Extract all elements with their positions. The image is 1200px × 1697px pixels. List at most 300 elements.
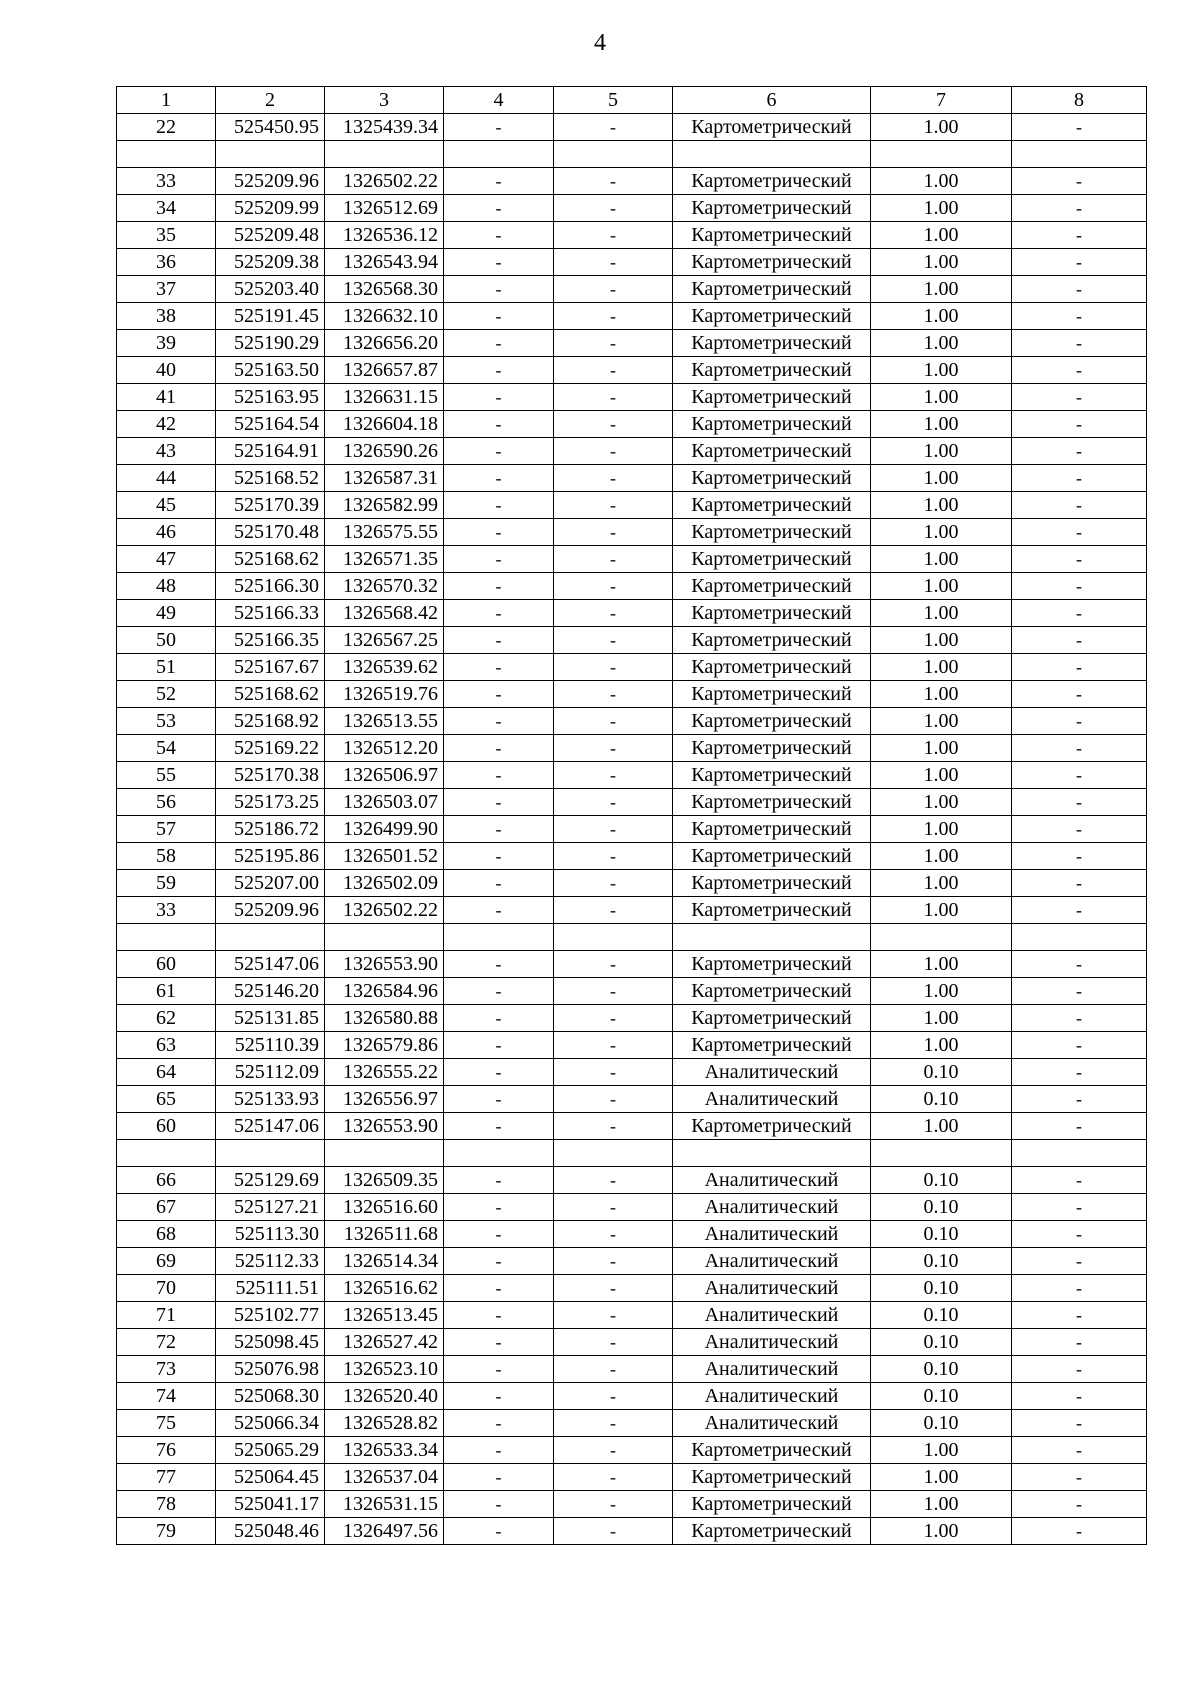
- col-4-cell: -: [444, 627, 554, 654]
- point-number-cell: 64: [117, 1059, 216, 1086]
- accuracy-cell: 1.00: [871, 330, 1012, 357]
- accuracy-cell: 1.00: [871, 303, 1012, 330]
- table-row: [117, 222, 1147, 249]
- col-8-cell: -: [1012, 1113, 1147, 1140]
- point-number-cell: [117, 1140, 216, 1167]
- method-cell: Картометрический: [673, 681, 871, 708]
- accuracy-cell: 1.00: [871, 708, 1012, 735]
- accuracy-cell: 0.10: [871, 1383, 1012, 1410]
- col-8-cell: -: [1012, 114, 1147, 141]
- x-coordinate-cell: 525098.45: [216, 1329, 325, 1356]
- column-header-8: 8: [1012, 87, 1147, 114]
- accuracy-cell: 1.00: [871, 492, 1012, 519]
- x-coordinate-cell: 525146.20: [216, 978, 325, 1005]
- col-4-cell: -: [444, 1275, 554, 1302]
- method-cell: Картометрический: [673, 411, 871, 438]
- x-coordinate-cell: 525166.33: [216, 600, 325, 627]
- col-4-cell: -: [444, 1302, 554, 1329]
- accuracy-cell: 1.00: [871, 1113, 1012, 1140]
- y-coordinate-cell: 1326533.34: [325, 1437, 444, 1464]
- table-separator-row: [117, 924, 1147, 951]
- col-8-cell: -: [1012, 276, 1147, 303]
- method-cell: Картометрический: [673, 762, 871, 789]
- accuracy-cell: 1.00: [871, 816, 1012, 843]
- table-row: [117, 249, 1147, 276]
- y-coordinate-cell: 1326568.30: [325, 276, 444, 303]
- point-number-cell: 39: [117, 330, 216, 357]
- table-row: [117, 276, 1147, 303]
- method-cell: Картометрический: [673, 843, 871, 870]
- method-cell: Картометрический: [673, 735, 871, 762]
- method-cell: Картометрический: [673, 195, 871, 222]
- col-4-cell: -: [444, 1113, 554, 1140]
- point-number-cell: 41: [117, 384, 216, 411]
- point-number-cell: 43: [117, 438, 216, 465]
- x-coordinate-cell: 525191.45: [216, 303, 325, 330]
- col-5-cell: -: [554, 654, 673, 681]
- table-row: [117, 492, 1147, 519]
- method-cell: Картометрический: [673, 168, 871, 195]
- accuracy-cell: 0.10: [871, 1329, 1012, 1356]
- point-number-cell: 53: [117, 708, 216, 735]
- y-coordinate-cell: 1326523.10: [325, 1356, 444, 1383]
- x-coordinate-cell: 525068.30: [216, 1383, 325, 1410]
- accuracy-cell: 1.00: [871, 600, 1012, 627]
- col-4-cell: -: [444, 1086, 554, 1113]
- point-number-cell: 57: [117, 816, 216, 843]
- table-row: [117, 654, 1147, 681]
- col-5-cell: -: [554, 492, 673, 519]
- col-5-cell: -: [554, 276, 673, 303]
- accuracy-cell: 1.00: [871, 1491, 1012, 1518]
- col-4-cell: -: [444, 222, 554, 249]
- col-5-cell: [554, 141, 673, 168]
- x-coordinate-cell: 525170.38: [216, 762, 325, 789]
- point-number-cell: 62: [117, 1005, 216, 1032]
- accuracy-cell: 0.10: [871, 1194, 1012, 1221]
- x-coordinate-cell: 525173.25: [216, 789, 325, 816]
- table-row: [117, 1194, 1147, 1221]
- y-coordinate-cell: 1326580.88: [325, 1005, 444, 1032]
- method-cell: Картометрический: [673, 1005, 871, 1032]
- col-5-cell: -: [554, 600, 673, 627]
- point-number-cell: 51: [117, 654, 216, 681]
- point-number-cell: 38: [117, 303, 216, 330]
- point-number-cell: 40: [117, 357, 216, 384]
- method-cell: Аналитический: [673, 1221, 871, 1248]
- y-coordinate-cell: 1326590.26: [325, 438, 444, 465]
- x-coordinate-cell: 525131.85: [216, 1005, 325, 1032]
- col-8-cell: [1012, 141, 1147, 168]
- accuracy-cell: 0.10: [871, 1086, 1012, 1113]
- accuracy-cell: 0.10: [871, 1356, 1012, 1383]
- table-row: [117, 1356, 1147, 1383]
- x-coordinate-cell: 525209.99: [216, 195, 325, 222]
- y-coordinate-cell: 1326528.82: [325, 1410, 444, 1437]
- point-number-cell: 68: [117, 1221, 216, 1248]
- table-row: [117, 330, 1147, 357]
- accuracy-cell: 1.00: [871, 1518, 1012, 1545]
- table-row: [117, 1410, 1147, 1437]
- method-cell: Картометрический: [673, 897, 871, 924]
- x-coordinate-cell: 525147.06: [216, 1113, 325, 1140]
- accuracy-cell: 1.00: [871, 357, 1012, 384]
- y-coordinate-cell: 1326509.35: [325, 1167, 444, 1194]
- point-number-cell: 42: [117, 411, 216, 438]
- method-cell: Картометрический: [673, 1491, 871, 1518]
- method-cell: Картометрический: [673, 1464, 871, 1491]
- col-4-cell: -: [444, 897, 554, 924]
- table-row: [117, 168, 1147, 195]
- accuracy-cell: 0.10: [871, 1302, 1012, 1329]
- col-4-cell: -: [444, 1437, 554, 1464]
- point-number-cell: 73: [117, 1356, 216, 1383]
- col-4-cell: -: [444, 600, 554, 627]
- col-4-cell: -: [444, 276, 554, 303]
- x-coordinate-cell: [216, 1140, 325, 1167]
- col-5-cell: -: [554, 843, 673, 870]
- col-8-cell: -: [1012, 1167, 1147, 1194]
- col-8-cell: -: [1012, 1518, 1147, 1545]
- col-5-cell: -: [554, 1410, 673, 1437]
- col-8-cell: -: [1012, 1410, 1147, 1437]
- method-cell: Картометрический: [673, 1032, 871, 1059]
- point-number-cell: 61: [117, 978, 216, 1005]
- col-5-cell: -: [554, 546, 673, 573]
- point-number-cell: 60: [117, 951, 216, 978]
- col-4-cell: -: [444, 762, 554, 789]
- accuracy-cell: 1.00: [871, 1005, 1012, 1032]
- y-coordinate-cell: 1326506.97: [325, 762, 444, 789]
- col-8-cell: -: [1012, 627, 1147, 654]
- method-cell: Аналитический: [673, 1194, 871, 1221]
- col-8-cell: -: [1012, 1005, 1147, 1032]
- col-5-cell: -: [554, 627, 673, 654]
- y-coordinate-cell: 1326570.32: [325, 573, 444, 600]
- col-5-cell: -: [554, 1113, 673, 1140]
- point-number-cell: 34: [117, 195, 216, 222]
- point-number-cell: 50: [117, 627, 216, 654]
- col-5-cell: -: [554, 1221, 673, 1248]
- accuracy-cell: 1.00: [871, 897, 1012, 924]
- method-cell: Картометрический: [673, 357, 871, 384]
- col-4-cell: -: [444, 789, 554, 816]
- col-8-cell: -: [1012, 1329, 1147, 1356]
- col-4-cell: -: [444, 573, 554, 600]
- col-4-cell: -: [444, 519, 554, 546]
- point-number-cell: 56: [117, 789, 216, 816]
- col-8-cell: -: [1012, 762, 1147, 789]
- y-coordinate-cell: 1326531.15: [325, 1491, 444, 1518]
- x-coordinate-cell: 525207.00: [216, 870, 325, 897]
- col-8-cell: -: [1012, 492, 1147, 519]
- point-number-cell: 59: [117, 870, 216, 897]
- accuracy-cell: 1.00: [871, 1464, 1012, 1491]
- col-4-cell: -: [444, 654, 554, 681]
- y-coordinate-cell: 1325439.34: [325, 114, 444, 141]
- method-cell: Картометрический: [673, 114, 871, 141]
- col-5-cell: [554, 924, 673, 951]
- col-4-cell: -: [444, 546, 554, 573]
- col-4-cell: -: [444, 1329, 554, 1356]
- x-coordinate-cell: 525209.48: [216, 222, 325, 249]
- col-8-cell: -: [1012, 1086, 1147, 1113]
- x-coordinate-cell: 525041.17: [216, 1491, 325, 1518]
- accuracy-cell: 1.00: [871, 870, 1012, 897]
- table-row: [117, 1113, 1147, 1140]
- accuracy-cell: 1.00: [871, 654, 1012, 681]
- x-coordinate-cell: 525112.33: [216, 1248, 325, 1275]
- column-header-7: 7: [871, 87, 1012, 114]
- point-number-cell: 54: [117, 735, 216, 762]
- table-row: [117, 1059, 1147, 1086]
- accuracy-cell: 1.00: [871, 465, 1012, 492]
- y-coordinate-cell: 1326502.22: [325, 897, 444, 924]
- table-row: [117, 1167, 1147, 1194]
- accuracy-cell: 1.00: [871, 978, 1012, 1005]
- x-coordinate-cell: 525113.30: [216, 1221, 325, 1248]
- method-cell: Картометрический: [673, 978, 871, 1005]
- col-5-cell: -: [554, 168, 673, 195]
- point-number-cell: 72: [117, 1329, 216, 1356]
- col-8-cell: -: [1012, 870, 1147, 897]
- y-coordinate-cell: 1326556.97: [325, 1086, 444, 1113]
- method-cell: Картометрический: [673, 222, 871, 249]
- accuracy-cell: 0.10: [871, 1167, 1012, 1194]
- col-5-cell: -: [554, 1059, 673, 1086]
- column-header-5: 5: [554, 87, 673, 114]
- col-8-cell: -: [1012, 1383, 1147, 1410]
- col-4-cell: -: [444, 870, 554, 897]
- accuracy-cell: 0.10: [871, 1410, 1012, 1437]
- col-8-cell: -: [1012, 168, 1147, 195]
- x-coordinate-cell: 525190.29: [216, 330, 325, 357]
- col-5-cell: -: [554, 816, 673, 843]
- column-header-4: 4: [444, 87, 554, 114]
- accuracy-cell: 1.00: [871, 249, 1012, 276]
- y-coordinate-cell: 1326502.09: [325, 870, 444, 897]
- col-8-cell: -: [1012, 816, 1147, 843]
- y-coordinate-cell: 1326511.68: [325, 1221, 444, 1248]
- column-header-6: 6: [673, 87, 871, 114]
- col-8-cell: -: [1012, 708, 1147, 735]
- x-coordinate-cell: 525076.98: [216, 1356, 325, 1383]
- col-4-cell: -: [444, 384, 554, 411]
- col-4-cell: -: [444, 1167, 554, 1194]
- y-coordinate-cell: 1326587.31: [325, 465, 444, 492]
- y-coordinate-cell: 1326516.62: [325, 1275, 444, 1302]
- table-row: [117, 303, 1147, 330]
- table-row: [117, 1464, 1147, 1491]
- method-cell: Картометрический: [673, 438, 871, 465]
- accuracy-cell: 0.10: [871, 1275, 1012, 1302]
- x-coordinate-cell: 525110.39: [216, 1032, 325, 1059]
- point-number-cell: 63: [117, 1032, 216, 1059]
- col-8-cell: -: [1012, 519, 1147, 546]
- y-coordinate-cell: [325, 1140, 444, 1167]
- method-cell: Картометрический: [673, 546, 871, 573]
- method-cell: Картометрический: [673, 600, 871, 627]
- y-coordinate-cell: 1326631.15: [325, 384, 444, 411]
- col-4-cell: -: [444, 978, 554, 1005]
- table-row: [117, 1248, 1147, 1275]
- method-cell: Аналитический: [673, 1356, 871, 1383]
- point-number-cell: 76: [117, 1437, 216, 1464]
- y-coordinate-cell: 1326579.86: [325, 1032, 444, 1059]
- y-coordinate-cell: 1326568.42: [325, 600, 444, 627]
- col-4-cell: -: [444, 168, 554, 195]
- table-row: [117, 195, 1147, 222]
- x-coordinate-cell: 525048.46: [216, 1518, 325, 1545]
- y-coordinate-cell: 1326513.55: [325, 708, 444, 735]
- col-5-cell: -: [554, 222, 673, 249]
- col-8-cell: -: [1012, 303, 1147, 330]
- method-cell: Аналитический: [673, 1167, 871, 1194]
- table-row: [117, 573, 1147, 600]
- y-coordinate-cell: 1326657.87: [325, 357, 444, 384]
- col-8-cell: -: [1012, 546, 1147, 573]
- accuracy-cell: 1.00: [871, 762, 1012, 789]
- col-8-cell: -: [1012, 897, 1147, 924]
- table-row: [117, 627, 1147, 654]
- col-8-cell: -: [1012, 1437, 1147, 1464]
- method-cell: Картометрический: [673, 276, 871, 303]
- col-8-cell: -: [1012, 330, 1147, 357]
- y-coordinate-cell: 1326516.60: [325, 1194, 444, 1221]
- y-coordinate-cell: 1326512.69: [325, 195, 444, 222]
- col-8-cell: -: [1012, 465, 1147, 492]
- method-cell: Картометрический: [673, 519, 871, 546]
- col-5-cell: -: [554, 951, 673, 978]
- accuracy-cell: 1.00: [871, 843, 1012, 870]
- x-coordinate-cell: 525168.62: [216, 546, 325, 573]
- table-row: [117, 843, 1147, 870]
- x-coordinate-cell: 525168.52: [216, 465, 325, 492]
- point-number-cell: 33: [117, 168, 216, 195]
- col-5-cell: -: [554, 1518, 673, 1545]
- x-coordinate-cell: 525147.06: [216, 951, 325, 978]
- x-coordinate-cell: 525164.91: [216, 438, 325, 465]
- method-cell: Картометрический: [673, 816, 871, 843]
- accuracy-cell: 1.00: [871, 735, 1012, 762]
- accuracy-cell: 1.00: [871, 168, 1012, 195]
- col-8-cell: -: [1012, 573, 1147, 600]
- col-4-cell: -: [444, 951, 554, 978]
- col-8-cell: [1012, 924, 1147, 951]
- point-number-cell: [117, 924, 216, 951]
- col-5-cell: -: [554, 897, 673, 924]
- accuracy-cell: 1.00: [871, 1437, 1012, 1464]
- col-4-cell: -: [444, 303, 554, 330]
- point-number-cell: 46: [117, 519, 216, 546]
- y-coordinate-cell: 1326519.76: [325, 681, 444, 708]
- col-4-cell: -: [444, 411, 554, 438]
- table-row: [117, 411, 1147, 438]
- y-coordinate-cell: 1326503.07: [325, 789, 444, 816]
- col-5-cell: -: [554, 1194, 673, 1221]
- table-row: [117, 708, 1147, 735]
- table-row: [117, 600, 1147, 627]
- col-5-cell: -: [554, 762, 673, 789]
- y-coordinate-cell: [325, 924, 444, 951]
- col-8-cell: -: [1012, 1302, 1147, 1329]
- col-4-cell: -: [444, 816, 554, 843]
- method-cell: Картометрический: [673, 330, 871, 357]
- accuracy-cell: 0.10: [871, 1059, 1012, 1086]
- col-4-cell: -: [444, 681, 554, 708]
- point-number-cell: 79: [117, 1518, 216, 1545]
- method-cell: [673, 924, 871, 951]
- point-number-cell: [117, 141, 216, 168]
- col-5-cell: -: [554, 789, 673, 816]
- col-4-cell: -: [444, 735, 554, 762]
- y-coordinate-cell: 1326656.20: [325, 330, 444, 357]
- col-5-cell: -: [554, 1275, 673, 1302]
- col-8-cell: -: [1012, 1248, 1147, 1275]
- x-coordinate-cell: [216, 924, 325, 951]
- point-number-cell: 77: [117, 1464, 216, 1491]
- table-separator-row: [117, 1140, 1147, 1167]
- table-row: [117, 681, 1147, 708]
- y-coordinate-cell: 1326584.96: [325, 978, 444, 1005]
- col-5-cell: -: [554, 411, 673, 438]
- col-4-cell: -: [444, 843, 554, 870]
- y-coordinate-cell: 1326553.90: [325, 1113, 444, 1140]
- table-row: [117, 762, 1147, 789]
- col-4-cell: -: [444, 492, 554, 519]
- method-cell: Картометрический: [673, 384, 871, 411]
- col-8-cell: -: [1012, 681, 1147, 708]
- x-coordinate-cell: 525170.48: [216, 519, 325, 546]
- col-5-cell: -: [554, 1464, 673, 1491]
- x-coordinate-cell: 525186.72: [216, 816, 325, 843]
- table-row: [117, 438, 1147, 465]
- col-8-cell: -: [1012, 411, 1147, 438]
- method-cell: Картометрический: [673, 492, 871, 519]
- col-5-cell: -: [554, 384, 673, 411]
- col-8-cell: -: [1012, 600, 1147, 627]
- table-row: [117, 1032, 1147, 1059]
- accuracy-cell: 1.00: [871, 519, 1012, 546]
- point-number-cell: 48: [117, 573, 216, 600]
- col-8-cell: -: [1012, 1356, 1147, 1383]
- y-coordinate-cell: 1326512.20: [325, 735, 444, 762]
- x-coordinate-cell: 525203.40: [216, 276, 325, 303]
- method-cell: Картометрический: [673, 1518, 871, 1545]
- y-coordinate-cell: 1326514.34: [325, 1248, 444, 1275]
- method-cell: Аналитический: [673, 1383, 871, 1410]
- y-coordinate-cell: 1326513.45: [325, 1302, 444, 1329]
- col-4-cell: [444, 141, 554, 168]
- col-8-cell: -: [1012, 654, 1147, 681]
- point-number-cell: 65: [117, 1086, 216, 1113]
- x-coordinate-cell: 525163.50: [216, 357, 325, 384]
- x-coordinate-cell: 525170.39: [216, 492, 325, 519]
- table-row: [117, 1275, 1147, 1302]
- col-8-cell: -: [1012, 735, 1147, 762]
- point-number-cell: 47: [117, 546, 216, 573]
- method-cell: Аналитический: [673, 1302, 871, 1329]
- method-cell: Аналитический: [673, 1329, 871, 1356]
- point-number-cell: 52: [117, 681, 216, 708]
- y-coordinate-cell: 1326539.62: [325, 654, 444, 681]
- col-5-cell: -: [554, 1248, 673, 1275]
- col-5-cell: -: [554, 1005, 673, 1032]
- point-number-cell: 67: [117, 1194, 216, 1221]
- col-5-cell: -: [554, 573, 673, 600]
- accuracy-cell: 1.00: [871, 546, 1012, 573]
- point-number-cell: 49: [117, 600, 216, 627]
